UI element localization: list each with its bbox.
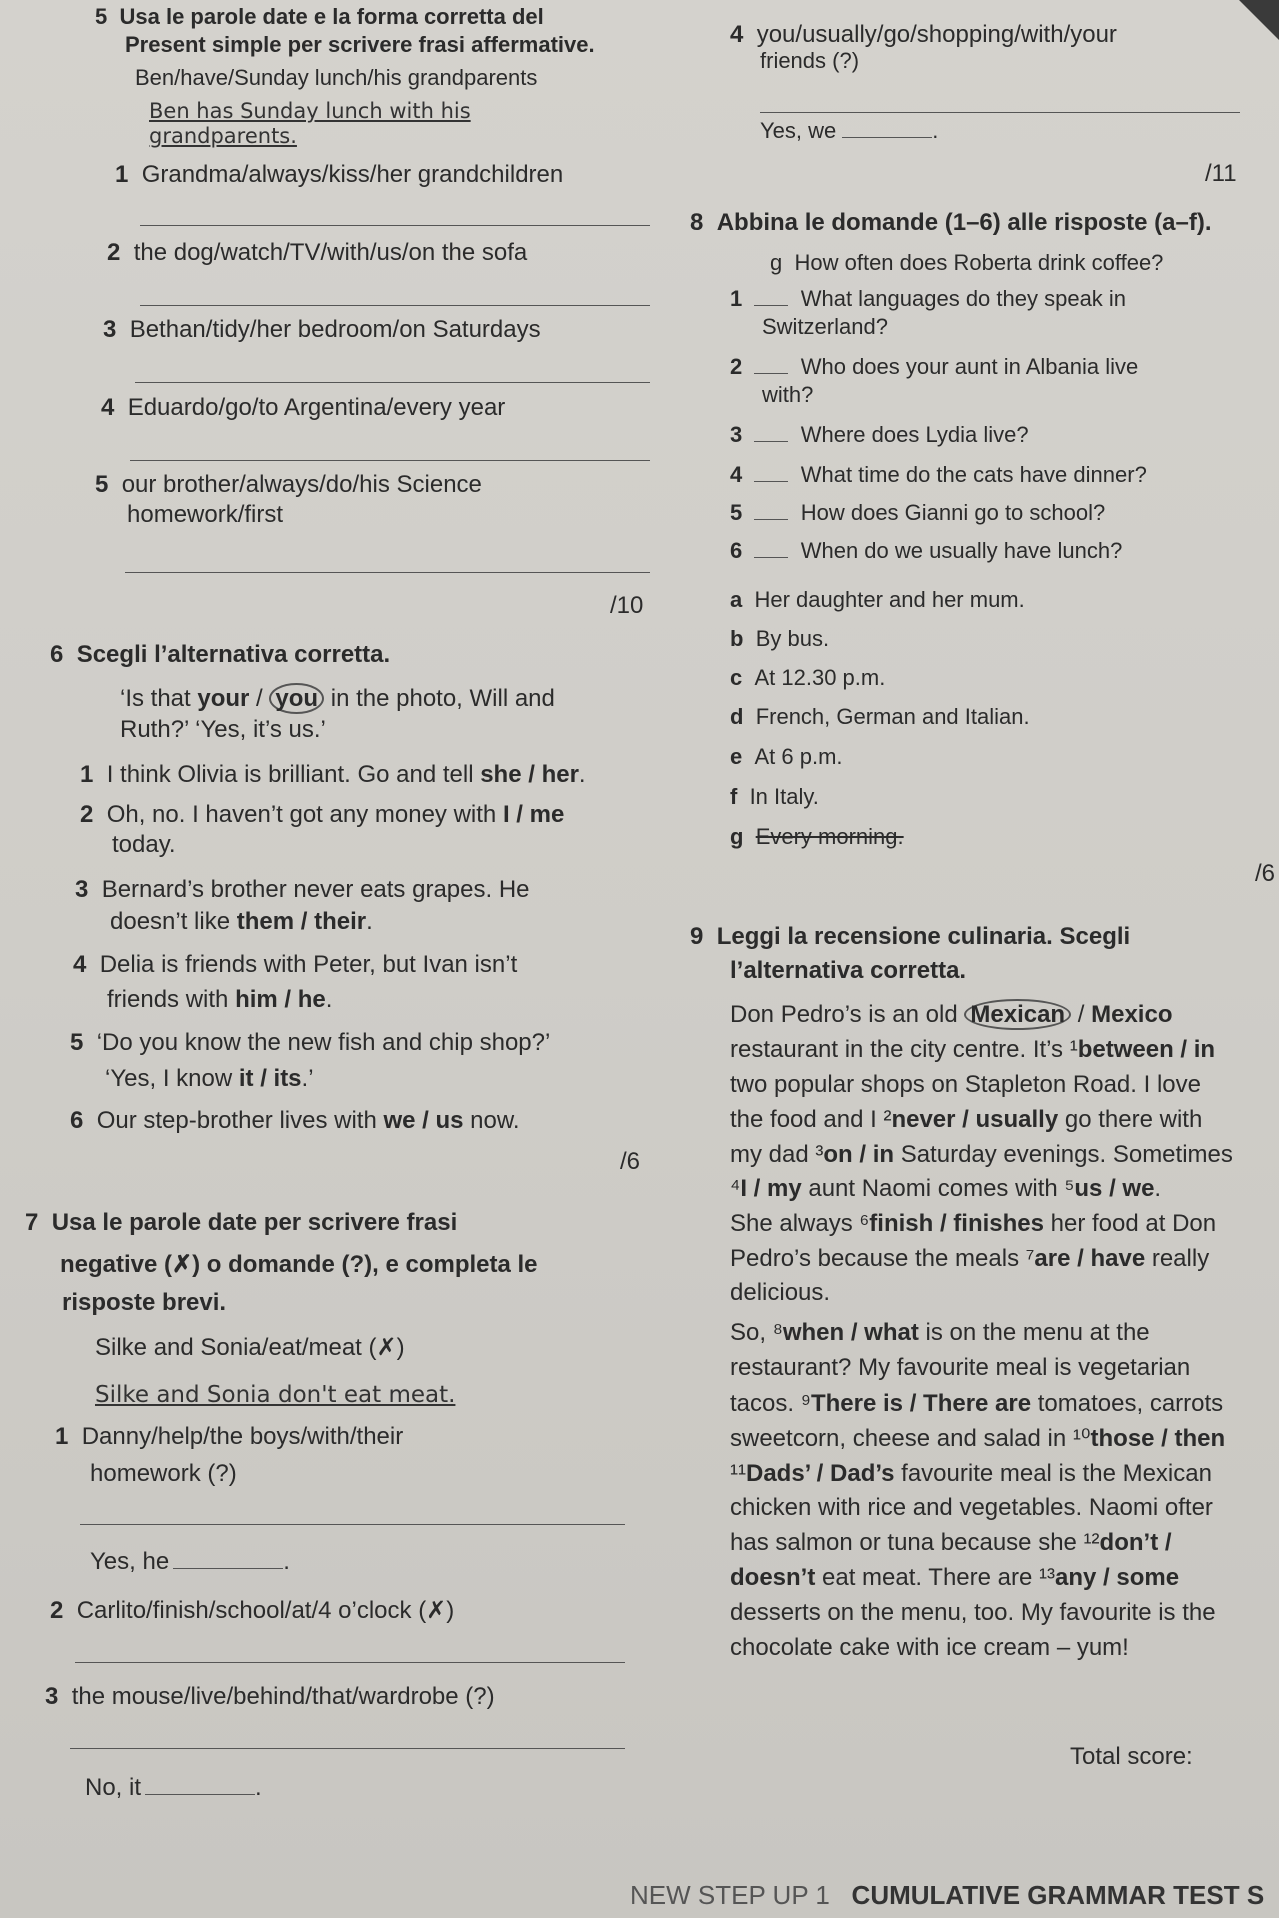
ex9-number: 9 <box>690 923 704 950</box>
ex9-text: desserts on the menu, too. My favourite is the <box>730 1599 1216 1626</box>
answer-letter: e <box>730 744 743 769</box>
item-number: 2 <box>50 1597 64 1624</box>
ex9-line <box>730 1105 1202 1135</box>
answer-line[interactable] <box>135 382 650 383</box>
ex9-text: ¹¹ <box>730 1460 746 1487</box>
ex6-example-line1 <box>120 684 555 714</box>
item-options[interactable]: him / he <box>235 986 326 1013</box>
ex5-item-1 <box>115 160 563 190</box>
ex9-line <box>730 1174 1161 1204</box>
answer-text: At 6 p.m. <box>754 744 843 769</box>
ex6-item-4-line2 <box>107 985 332 1015</box>
answer-line[interactable] <box>75 1662 625 1663</box>
ex9-text: She always ⁶ <box>730 1210 870 1237</box>
ex9-text: eat meat. There are ¹³ <box>815 1564 1056 1591</box>
ex5-item-4-right-line2: friends (?) <box>760 48 860 73</box>
ex9-text: ⁴ <box>730 1175 741 1202</box>
ex9-text: has salmon or tuna because she ¹² <box>730 1529 1100 1556</box>
answer-text: By bus. <box>755 626 830 651</box>
ex9-text: So, ⁸ <box>730 1319 783 1346</box>
ex5-item-4-short: Yes, we . <box>760 118 939 143</box>
question-text: When do we usually have lunch? <box>800 538 1123 563</box>
ex9-line <box>730 1389 1223 1419</box>
ex9-text: restaurant? My favourite meal is vegetarian <box>730 1354 1191 1381</box>
footer-book-title: NEW STEP UP 1 <box>630 1880 830 1910</box>
item-number: 3 <box>45 1683 59 1710</box>
item-text: friends with <box>107 986 236 1013</box>
total-score-label: Total score: <box>1070 1743 1193 1770</box>
ex9-line <box>730 1563 1179 1593</box>
answer-blank[interactable] <box>754 305 788 306</box>
ex8-question-6 <box>730 536 1122 566</box>
ex5-score-right: /11 <box>1205 160 1237 187</box>
ex9-text: Saturday evenings. Sometimes <box>894 1141 1233 1168</box>
ex9-line <box>730 1424 1225 1454</box>
ex9-text: my dad ³ <box>730 1141 824 1168</box>
answer-line[interactable] <box>125 572 650 573</box>
ex7-number: 7 <box>25 1209 39 1236</box>
answer-text: French, German and Italian. <box>755 704 1030 729</box>
ex9-text: go there with <box>1058 1106 1203 1133</box>
ex5-item-3 <box>103 315 541 345</box>
ex6-example-text: in the photo, Will and <box>324 685 555 712</box>
ex9-title-line2: l’alternativa corretta. <box>730 957 967 984</box>
answer-letter: g <box>730 824 744 849</box>
item-text: Our step-brother lives with <box>96 1107 384 1134</box>
item-number: 2 <box>730 354 743 379</box>
ex5-title-line2: Present simple per scrivere frasi affermative. <box>125 32 595 57</box>
item-number: 1 <box>115 161 129 188</box>
answer-line[interactable] <box>140 225 650 226</box>
ex9-text: chicken with rice and vegetables. Naomi ofter <box>730 1494 1213 1521</box>
answer-text: In Italy. <box>749 784 819 809</box>
ex7-example-answer: Silke and Sonia don't eat meat. <box>95 1382 456 1408</box>
answer-line[interactable] <box>130 460 650 461</box>
item-options[interactable]: we / us <box>383 1107 464 1134</box>
ex9-options[interactable]: Dads’ / Dad’s <box>745 1460 895 1487</box>
answer-letter: b <box>730 626 744 651</box>
ex6-example-line2: Ruth?’ ‘Yes, it’s us.’ <box>120 716 326 743</box>
ex9-options[interactable]: between / in <box>1077 1036 1216 1063</box>
ex6-item-5-line2 <box>105 1064 314 1094</box>
item-text: Eduardo/go/to Argentina/every year <box>127 394 506 421</box>
page-corner <box>1239 0 1279 40</box>
item-number: 3 <box>103 316 117 343</box>
item-text: Danny/help/the boys/with/their <box>81 1423 404 1450</box>
ex9-line <box>730 1070 1201 1100</box>
ex9-options[interactable]: on / in <box>823 1141 895 1168</box>
answer-text: At 12.30 p.m. <box>754 665 886 690</box>
item-number: 1 <box>730 286 743 311</box>
item-number: 2 <box>80 801 94 828</box>
ex9-line <box>730 1035 1215 1065</box>
answer-blank[interactable] <box>754 481 788 482</box>
ex9-line <box>730 1140 1233 1170</box>
ex9-options[interactable]: never / usually <box>891 1106 1059 1133</box>
ex6-item-4 <box>73 950 517 980</box>
ex6-option: your <box>197 685 250 712</box>
answer-letter: a <box>730 587 743 612</box>
ex7-title-line2: negative (✗) o domande (?), e completa le <box>60 1251 538 1278</box>
ex8-answer-f <box>730 782 819 812</box>
item-text: you/usually/go/shopping/with/your <box>756 21 1117 48</box>
ex8-question-1 <box>730 284 1126 314</box>
ex9-text: Don Pedro’s is an old <box>730 1001 965 1028</box>
ex8-answer-g <box>730 822 904 852</box>
ex9-line <box>730 1598 1216 1628</box>
question-text: Where does Lydia live? <box>800 422 1029 447</box>
page-footer <box>630 1880 1264 1911</box>
answer-line[interactable] <box>70 1748 625 1749</box>
ex9-title-text: Leggi la recensione culinaria. Scegli <box>716 923 1131 950</box>
ex8-score: /6 <box>1255 860 1276 887</box>
answer-letter: f <box>730 784 738 809</box>
ex6-title <box>50 640 390 670</box>
answer-line[interactable] <box>760 112 1240 113</box>
ex9-options[interactable]: There is / There are <box>810 1390 1032 1417</box>
item-number: 4 <box>730 21 744 48</box>
ex5-example-answer-2: grandparents. <box>149 124 297 148</box>
item-number: 5 <box>730 500 743 525</box>
ex9-text: two popular shops on Stapleton Road. I love <box>730 1071 1201 1098</box>
answer-blank[interactable] <box>754 373 788 374</box>
ex7-item-1 <box>55 1422 403 1452</box>
ex5-item-4 <box>101 393 505 423</box>
ex8-number: 8 <box>690 209 704 236</box>
item-number: 1 <box>80 761 94 788</box>
question-text: What languages do they speak in <box>800 286 1127 311</box>
item-options[interactable]: it / its <box>238 1065 302 1092</box>
item-number: 5 <box>95 471 109 498</box>
ex9-text: aunt Naomi comes with ⁵ <box>801 1175 1075 1202</box>
item-text-end: . <box>325 986 333 1013</box>
item-text: Delia is friends with Peter, but Ivan isn’t <box>99 951 518 978</box>
footer-test-title: CUMULATIVE GRAMMAR TEST S <box>851 1880 1265 1910</box>
item-text-end: .’ <box>301 1065 314 1092</box>
ex9-options[interactable]: when / what <box>782 1319 919 1346</box>
item-number: 3 <box>730 422 743 447</box>
ex9-text: really <box>1145 1245 1210 1272</box>
ex9-options[interactable]: Mexico <box>1091 1001 1173 1028</box>
ex9-options[interactable]: are / have <box>1034 1245 1146 1272</box>
item-text: Carlito/finish/school/at/4 o’clock (✗) <box>76 1597 455 1624</box>
item-text-end: . <box>366 908 373 935</box>
item-number: 4 <box>73 951 87 978</box>
ex9-options[interactable]: those / then <box>1090 1425 1226 1452</box>
question-text: How does Gianni go to school? <box>800 500 1106 525</box>
ex9-line <box>730 1209 1216 1239</box>
short-answer-text: Yes, he <box>90 1548 170 1575</box>
ex8-question-2-line2: with? <box>762 382 814 407</box>
ex8-question-3 <box>730 420 1029 450</box>
item-text: I think Olivia is brilliant. Go and tell <box>106 761 481 788</box>
item-number: 5 <box>70 1029 84 1056</box>
ex9-line <box>730 1633 1129 1663</box>
ex8-answer-e <box>730 742 843 772</box>
ex6-number: 6 <box>50 641 64 668</box>
ex9-line <box>730 1353 1190 1383</box>
ex9-line <box>730 1278 830 1308</box>
ex7-item-3-short: No, it . <box>85 1774 262 1801</box>
ex9-circled-answer: Mexican <box>964 999 1071 1030</box>
item-options[interactable]: them / their <box>236 908 367 935</box>
example-question: How often does Roberta drink coffee? <box>794 250 1164 275</box>
ex9-options[interactable]: I / my <box>740 1175 802 1202</box>
ex8-question-2 <box>730 352 1138 382</box>
item-text: doesn’t like <box>110 908 237 935</box>
short-answer-text: Yes, we <box>760 118 837 143</box>
ex6-item-3 <box>75 875 530 905</box>
ex8-title-text: Abbina le domande (1–6) alle risposte (a–f). <box>716 209 1212 236</box>
ex7-item-1-line2: homework (?) <box>90 1460 237 1487</box>
ex5-item-5-line2: homework/first <box>127 501 284 528</box>
ex9-text: favourite meal is the Mexican <box>894 1460 1212 1487</box>
answer-blank[interactable] <box>754 441 788 442</box>
ex9-text: restaurant in the city centre. It’s ¹ <box>730 1036 1078 1063</box>
ex8-answer-b <box>730 624 829 654</box>
ex9-text: Pedro’s because the meals ⁷ <box>730 1245 1035 1272</box>
item-text-end: . <box>578 761 586 788</box>
ex5-score: /10 <box>610 592 644 619</box>
item-options[interactable]: she / her <box>480 761 579 788</box>
ex9-title-line1 <box>690 922 1130 952</box>
ex5-title-line1 <box>95 2 544 32</box>
ex9-line <box>730 1000 1172 1030</box>
ex9-line <box>730 1493 1213 1523</box>
item-text-end: now. <box>463 1107 520 1134</box>
item-number: 6 <box>70 1107 84 1134</box>
answer-letter: c <box>730 665 743 690</box>
ex5-item-5 <box>95 470 482 500</box>
ex9-options[interactable]: doesn’t <box>730 1564 816 1591</box>
ex9-options[interactable]: finish / finishes <box>869 1210 1044 1237</box>
answer-blank[interactable] <box>754 557 788 558</box>
ex9-line <box>730 1459 1212 1489</box>
ex9-line <box>730 1244 1209 1274</box>
ex8-answer-c <box>730 663 885 693</box>
item-text: Bernard’s brother never eats grapes. He <box>101 876 530 903</box>
item-number: 4 <box>101 394 115 421</box>
ex7-item-1-short: Yes, he . <box>90 1548 290 1575</box>
ex9-options[interactable]: us / we <box>1074 1175 1155 1202</box>
ex9-line <box>730 1528 1172 1558</box>
ex9-text: . <box>1154 1175 1162 1202</box>
ex9-line <box>730 1318 1150 1348</box>
item-text: our brother/always/do/his Science <box>121 471 482 498</box>
answer-blank[interactable] <box>754 519 788 520</box>
ex7-example-prompt: Silke and Sonia/eat/meat (✗) <box>95 1334 405 1361</box>
ex6-title-text: Scegli l’alternativa corretta. <box>76 641 391 668</box>
item-number: 2 <box>107 239 121 266</box>
item-text: the mouse/live/behind/that/wardrobe (?) <box>71 1683 495 1710</box>
ex8-question-5 <box>730 498 1105 528</box>
ex6-item-1 <box>80 760 586 790</box>
ex5-item-2 <box>107 238 527 268</box>
ex6-example-text: ‘Is that <box>120 685 198 712</box>
question-text: Who does your aunt in Albania live <box>800 354 1139 379</box>
ex9-text: chocolate cake with ice cream – yum! <box>730 1634 1129 1661</box>
item-text: the dog/watch/TV/with/us/on the sofa <box>133 239 528 266</box>
item-text: ‘Do you know the new fish and chip shop?’ <box>96 1029 551 1056</box>
item-number: 4 <box>730 462 743 487</box>
example-answer-letter: g <box>770 250 783 275</box>
question-text: What time do the cats have dinner? <box>800 462 1147 487</box>
ex9-options[interactable]: don’t / <box>1099 1529 1172 1556</box>
ex8-answer-a <box>730 585 1025 615</box>
ex7-title-line3: risposte brevi. <box>62 1289 227 1316</box>
ex6-item-6 <box>70 1106 520 1136</box>
ex7-title-text: Usa le parole date per scrivere frasi <box>51 1209 458 1236</box>
short-answer-blank[interactable] <box>842 137 932 138</box>
short-answer-text: No, it <box>85 1774 142 1801</box>
ex6-item-5 <box>70 1028 550 1058</box>
ex5-number: 5 <box>95 4 108 29</box>
answer-line[interactable] <box>80 1524 625 1525</box>
item-number: 1 <box>55 1423 69 1450</box>
ex8-answer-d <box>730 702 1030 732</box>
short-answer-blank[interactable] <box>145 1794 255 1795</box>
ex5-example-answer-1: Ben has Sunday lunch with his <box>149 99 471 123</box>
ex6-item-2 <box>80 800 564 830</box>
ex8-question-4 <box>730 460 1147 490</box>
item-text: Grandma/always/kiss/her grandchildren <box>141 161 564 188</box>
ex9-text: her food at Don <box>1043 1210 1217 1237</box>
answer-text: Her daughter and her mum. <box>754 587 1025 612</box>
item-text: Bethan/tidy/her bedroom/on Saturdays <box>129 316 541 343</box>
ex7-item-3 <box>45 1682 495 1712</box>
item-number: 6 <box>730 538 743 563</box>
ex9-text: is on the menu at the <box>918 1319 1150 1346</box>
ex9-text: tacos. ⁹ <box>730 1390 811 1417</box>
ex9-text: tomatoes, carrots <box>1031 1390 1224 1417</box>
ex6-score: /6 <box>620 1148 641 1175</box>
item-options[interactable]: I / me <box>502 801 565 828</box>
ex8-question-1-line2: Switzerland? <box>762 314 888 339</box>
item-text: ‘Yes, I know <box>105 1065 239 1092</box>
ex8-example <box>770 248 1163 278</box>
item-text: Oh, no. I haven’t got any money with <box>106 801 503 828</box>
item-number: 3 <box>75 876 89 903</box>
short-answer-blank[interactable] <box>173 1568 283 1569</box>
ex7-title-line1 <box>25 1208 457 1238</box>
ex7-item-2 <box>50 1596 454 1626</box>
ex5-title-text: Usa le parole date e la forma corretta del <box>119 4 544 29</box>
ex6-item-3-line2 <box>110 907 373 937</box>
ex6-separator: / <box>249 685 270 712</box>
ex6-item-2-line2: today. <box>112 831 176 858</box>
answer-line[interactable] <box>140 305 650 306</box>
ex6-circled-answer: you <box>269 683 324 714</box>
answer-text-used: Every morning. <box>755 824 904 849</box>
ex9-text: sweetcorn, cheese and salad in ¹⁰ <box>730 1425 1091 1452</box>
ex9-options[interactable]: any / some <box>1055 1564 1180 1591</box>
ex5-example-prompt: Ben/have/Sunday lunch/his grandparents <box>135 65 538 90</box>
ex9-text: / <box>1071 1001 1092 1028</box>
ex9-text: delicious. <box>730 1279 831 1306</box>
ex9-text: the food and I ² <box>730 1106 892 1133</box>
ex8-title <box>690 208 1212 238</box>
answer-letter: d <box>730 704 744 729</box>
